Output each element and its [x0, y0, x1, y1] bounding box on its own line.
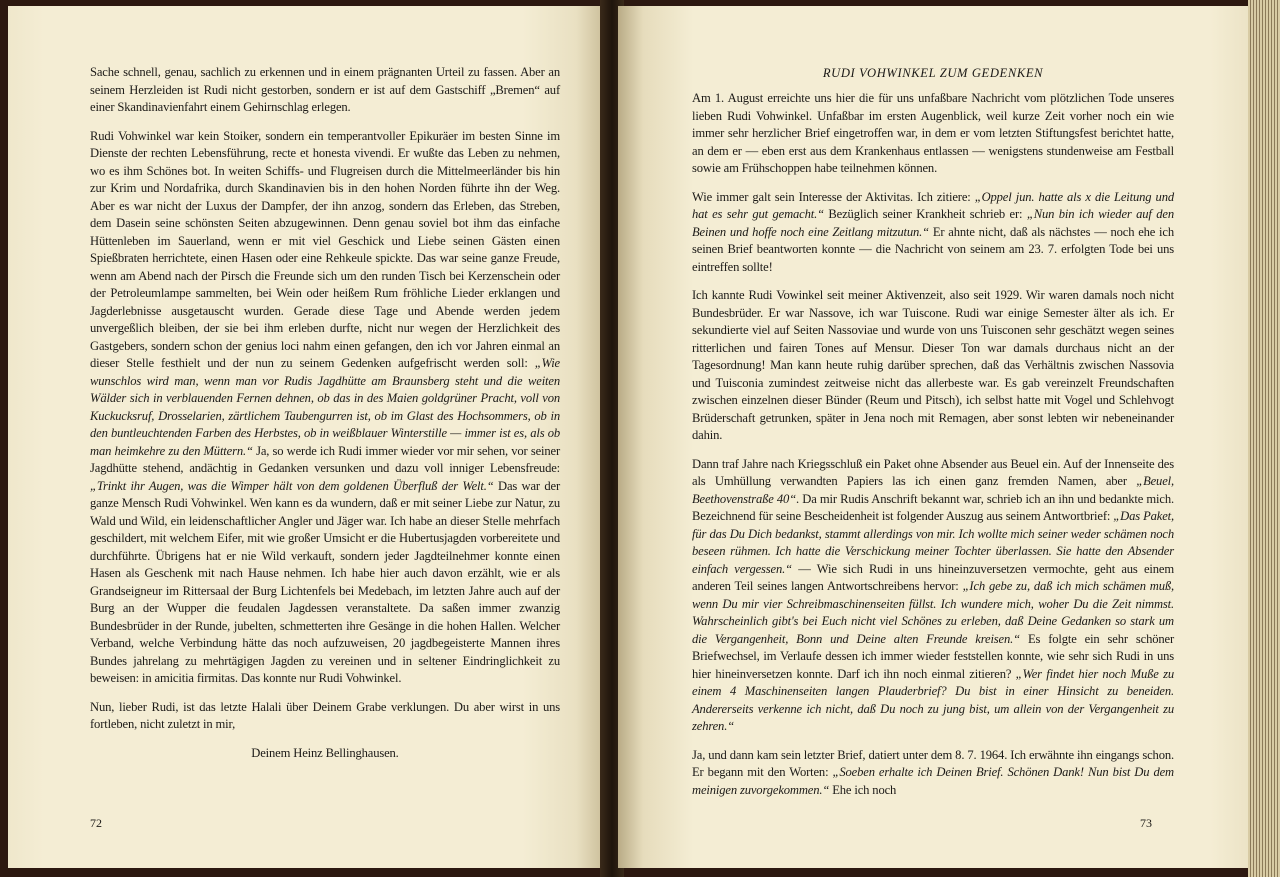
right-page — [618, 6, 1248, 868]
quote-text: „Wie wunschlos wird man, wenn man vor Rudis Jagdhütte am Braunsberg steht und die weiten Wälder sich in verblauenden Fernen dehnen, ob das in des Maien goldgrüner Pracht, voll von Kuckucksruf, Drosselarien, zärtlichem Taubengurren ist, ob im Glast des Hochsommers, ob in den buntleuchtenden Farben des Herbstes, ob in weißblauer Winterstille — immer ist es, als ob man heimkehre zu den Müttern.“ — [90, 356, 560, 458]
body-text: Ich kannte Rudi Vowinkel seit meiner Aktivenzeit, also seit 1929. Wir waren damals noch nicht Bundesbrüder. Er war Nassove, ich war Tuiscone. Rudi war einige Semester älter als ich. Er sekundierte viel auf Seiten Nassoviae und wurde von uns Tuisconen sehr geschätzt wegen seines ritterlichen und fairen Tones auf Mensur. Dieser Ton war damals durchaus nicht an der Tagesordnung! Man kann heute ruhig darüber sprechen, daß das Verhältnis zwischen Nassovia und Tuisconia zumindest zeitweise nicht das allerbeste war. Es gab vereinzelt Freundschaften zwischen einzelnen dieser Bünder (Reum und Pitsch), ich selbst hatte mit Vogel und Schlehvogt Brüderschaft getrunken, später in Jena noch mit Remagen, aber sonst lebten wir nebeneinander dahin. — [692, 288, 1174, 442]
body-text: — Wie sich Rudi in uns hineinzuversetzen vermochte, geht aus einem anderen Teil seines langen Antwortschreibens hervor: — [692, 561, 1174, 593]
paragraph — [90, 64, 560, 117]
quote-text: „Oppel jun. hatte als x die Leitung und hat es sehr gut gemacht.“ — [692, 189, 1174, 221]
body-text: Wie immer galt sein Interesse der Aktivitas. Ich zitiere: — [692, 189, 975, 204]
body-text: Das war der ganze Mensch Rudi Vohwinkel. Wen kann es da wundern, daß er mit seiner Liebe zur Natur, zu Wald und Wild, ein leidenschaftlicher Angler und Jäger war. Ich habe an dieser Stelle mehrfach geschildert, mit welchem Eifer, mit wie großer Umsicht er die Hubertusjagden vorbereitete und durchführte. Übrigens hat er nie Wild verkauft, sondern jeder Jagdteilnehmer konnte einen Hasen als Geschenk mit nach Hause nehmen. Ich habe hier auch davon erzählt, wie er als Grandseigneur im Rittersaal der Burg Lichtenfels bei Medebach, im letzten Jahre auch auf der Burg an der Wupper die feudalen Jagdessen veranstaltete. Da saßen immer zwanzig Bundesbrüder in der Runde, jubelten, schmetterten ihre Gesänge in die hohen Hallen. Welcher Verband, welche Verbindung hätte das noch aufzuweisen, 20 jagdbegeisterte Mannen ihres Bundes jahrelang zu mehrtägigen Jagden zu vereinen und in seltener Eindringlichkeit zu beweisen: in amicitia firmitas. Das konnte nur Rudi Vohwinkel. — [90, 478, 560, 685]
paragraph — [692, 189, 1174, 277]
paragraph — [692, 90, 1174, 178]
quote-text: „Nun bin ich wieder auf den Beinen und hoffe noch eine Zeitlang mitzutun.“ — [692, 207, 1174, 239]
body-text: Rudi Vohwinkel war kein Stoiker, sondern ein temperantvoller Epikuräer im besten Sinne im Dienste der rechten Lebensführung, recte et honesta vivendi. Er wußte das Leben zu nehmen, wo es ihm Schönes bot. In weiten Schiffs- und Flugreisen durch die Mittelmeerländer bis hin zur Krim und Nordafrika, durch Skandinavien bis in den hohen Norden führte ihn der Weg. Aber es war nicht der Luxus der Dampfer, der ihn anzog, sondern das Erleben, das Streben, dem Dasein seine schönsten Seiten abzugewinnen. Denn genau soviel bot ihm das einfache Hüttenleben im Sauerland, wenn er mit viel Geschick und Liebe seinen Gästen einen Spießbraten herrichtete, einen Hasen oder eine Rehkeule spickte. Das war seine ganze Freude, wenn am Abend nach der Pirsch die Freunde sich um den runden Tisch bei Kerzenschein oder der Petroleumlampe sammelten, bei Wein oder heißem Rum fröhliche Lieder erklangen und Jagderlebnisse ausgetauscht wurden. Gerade diese Tage und Abende werden jedem unvergeßlich bleiben, der sie bei ihm erleben durfte, nicht nur wegen der Herzlichkeit des Gastgebers, sondern schon der genius loci nahm einen gefangen, den ich vor Jahren einmal an dieser Stelle festhielt und der nun zu seinem Gedenken aufgefrischt werden soll: — [90, 128, 560, 370]
quote-text: „Soeben erhalte ich Deinen Brief. Schönen Dank! Nun bist Du dem meinigen zuvorgekommen.“ — [692, 765, 1174, 797]
signature: Deinem Heinz Bellinghausen. — [251, 745, 399, 760]
paragraph — [90, 699, 560, 734]
body-text: Dann traf Jahre nach Kriegsschluß ein Paket ohne Absender aus Beuel ein. Auf der Innenseite des als Umhüllung verwandten Papiers las ich einen ganz fremden Namen, aber — [692, 456, 1174, 488]
body-text: Nun, lieber Rudi, ist das letzte Halali über Deinem Grabe verklungen. Du aber wirst in uns fortleben, nicht zuletzt in mir, — [90, 699, 560, 731]
page-number: 73 — [1140, 816, 1152, 830]
right-page-body — [692, 90, 1174, 810]
running-head: RUDI VOHWINKEL ZUM GEDENKEN — [822, 66, 1044, 80]
body-text: Bezüglich seiner Krankheit schrieb er: — [823, 207, 1027, 221]
page-number: 72 — [90, 816, 102, 830]
body-text: Es folgte ein sehr schöner Briefwechsel, im Verlaufe dessen ich immer wieder feststellen konnte, wie sehr sich Rudi in uns hier hineinversetzen konnte. Darf ich ihn noch einmal zitieren? — [692, 631, 1174, 681]
body-text: . Da mir Rudis Anschrift bekannt war, schrieb ich an ihn und bedankte mich. Bezeichnend für seine Bescheidenheit ist folgender Auszug aus seinem Antwortbrief: — [692, 491, 1174, 523]
body-text: Sache schnell, genau, sachlich zu erkennen und in einem prägnanten Urteil zu fassen. Aber an seinem Herzleiden ist Rudi nicht gestorben, sondern er ist auf dem Gastschiff „Bremen“ auf einer Skandinavienfahrt einem Gehirnschlag erlegen. — [90, 65, 560, 114]
page-edges — [1248, 0, 1280, 877]
body-text: Ehe ich noch — [829, 782, 897, 797]
quote-text: „Das Paket, für das Du Dich bedankst, stammt allerdings von mir. Ich wollte mich seiner weder schämen noch beseen rühmen. Ich hatte die Verschickung meiner Tochter überlassen. Sie hatte den Absender einfach vergessen.“ — [692, 509, 1174, 576]
paragraph — [692, 287, 1174, 445]
body-text: Am 1. August erreichte uns hier die für uns unfaßbare Nachricht vom plötzlichen Tode unseres lieben Rudi Vohwinkel. Unfaßbar im ersten Augenblick, weil kurze Zeit vorher noch ein wie immer sehr herzlicher Brief eingetroffen war, in dem er vom letzten Stiftungsfest berichtet hatte, an dem er — eben erst aus dem Krankenhaus entlassen — wenigstens stundenweise am Festball sowie am Frühschoppen habe teilnehmen können. — [692, 91, 1174, 175]
paragraph — [90, 128, 560, 688]
left-page — [8, 6, 606, 868]
quote-text: „Trinkt ihr Augen, was die Wimper hält von dem goldenen Überfluß der Welt.“ — [90, 478, 494, 493]
paragraph — [692, 456, 1174, 736]
quote-text: „Ich gebe zu, daß ich mich schämen muß, wenn Du mir vier Schreibmaschinenseiten füllst. Ich wundere mich, woher Du die Zeit nimmst. Wahrscheinlich gibt's bei Euch nicht viel Schönes zu erleben, daß Deine Gedanken so stark um die Vergangenheit, Bonn und Deine alten Freunde kreisen.“ — [692, 579, 1174, 646]
body-text: Ja, und dann kam sein letzter Brief, datiert unter dem 8. 7. 1964. Ich erwähnte ihn eingangs schon. Er begann mit den Worten: — [692, 747, 1174, 779]
body-text: Er ahnte nicht, daß als nächstes — noch ehe ich seinen Brief beantworten konnte — die Nachricht von seinem am 23. 7. erfolgten Tode bei uns eintreffen sollte! — [692, 224, 1174, 274]
quote-text: „Wer findet hier noch Muße zu einem 4 Maschinenseiten langen Plauderbrief? Du bist in einer Hinsicht zu beneiden. Andererseits verkenne ich nicht, daß Du noch zu jung bist, um allein von der Vergangenheit zu zehren.“ — [692, 666, 1174, 733]
paragraph — [692, 747, 1174, 800]
body-text: Ja, so werde ich Rudi immer wieder vor mir sehen, vor seiner Jagdhütte stehend, andächtig in Gedanken versunken und dazu voll inniger Lebensfreude: — [90, 443, 560, 475]
quote-text: „Beuel, Beethovenstraße 40“ — [692, 474, 1174, 506]
left-page-body — [90, 64, 560, 762]
